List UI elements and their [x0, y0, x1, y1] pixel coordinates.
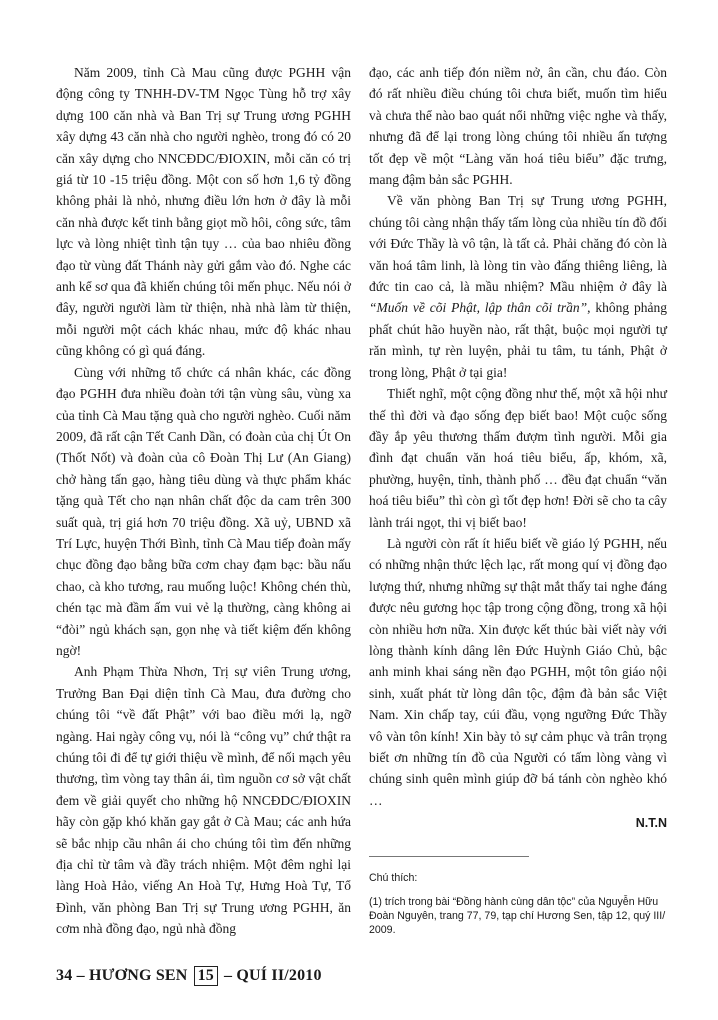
paragraph-6: Là người còn rất ít hiểu biết về giáo lý PGHH, nếu có những nhận thức lệch lạc, rất mong quí vị đồng đạo lượng thứ, nhưng những sự thật mắt thấy tai nghe đáng được nêu gương học tập trong cộng đồng, trong xã hội còn nhiều hơn nữa. Xin được kết thúc bài viết này với lòng thành kính dâng lên Đức Huỳnh Giáo Chủ, bậc anh minh khai sáng nền đạo PGHH, một tôn giáo nội sinh, xuất phát từ lòng dân tộc, đậm đà bản sắc Việt Nam. Xin chấp tay, cúi đầu, vọng ngưỡng Đức Thầy vô vàn tôn kính! Xin bày tỏ sự cảm phục và trân trọng biết ơn những tín đồ của Người có tấm lòng vàng vì chúng sinh quên mình giúp đỡ bá tánh còn nghèo khó …: [369, 535, 667, 808]
page-footer: [56, 966, 322, 986]
paragraph-3: Anh Phạm Thừa Nhơn, Trị sự viên Trung ương, Trưởng Ban Đại diện tỉnh Cà Mau, đưa đường cho chúng tôi “về đất Phật” với bao điều mới lạ, ngỡ ngàng. Hai ngày công vụ, nói là “công vụ” chứ thật ra chúng tôi đi để tự giới thiệu về mình, để nối mạch yêu thương, tìm vòng tay thân ái, tìm nguồn cơ sở vật chất đem về giải quyết cho những hộ NNCĐDC/ĐIOXIN hãy còn gặp khó khăn gay gắt ở Cà Mau; các anh hứa sẽ bắc nhịp cầu nhân ái cho chúng tôi tìm đến những địa chỉ từ tâm và đầy trách nhiệm. Một đêm nghỉ lại làng Hoà Hảo, viếng An Hoà Tự, Hưng Hoà Tự, Tổ Đình, văn phòng Ban Trị sự Trung ương PGHH, ăn cơm nhà đồng đạo, ngủ nhà đồng: [56, 664, 351, 937]
author-signature: N.T.N: [635, 816, 667, 831]
right-column: [369, 62, 667, 937]
footer-page-label: 34 – HƯƠNG SEN: [56, 967, 188, 984]
footnotes-title: Chú thích:: [369, 872, 418, 885]
left-column: [56, 62, 351, 940]
footer-period: – QUÍ II/2010: [223, 967, 322, 984]
paragraph-3-continued: đạo, các anh tiếp đón niềm nở, ân cần, chu đáo. Còn đó rất nhiều điều chúng tôi chưa biết, muốn tìm hiểu và chưa thể nào bao quát nổi những việc nghe và thấy, nhưng đã để lại trong lòng chúng tôi nhiều ấn tượng tốt đẹp về một “Làng văn hoá tiêu biểu” đặc trưng, mang đậm bản sắc PGHH.: [369, 65, 667, 188]
paragraph-5: Thiết nghĩ, một cộng đồng như thế, một xã hội như thế thì đời và đạo sống đẹp biết bao! Một cuộc sống đầy ắp yêu thương thấm đượm tình người. Mỗi gia đình đạt chuẩn văn hoá tiêu biểu, ấp, khóm, xã, phường, huyện, tỉnh, thành phố … đều đạt chuẩn “văn hoá tiêu biểu” thì còn gì tốt đẹp hơn! Đời sẽ cho ta cây lành trái ngọt, thi vị biết bao!: [369, 386, 667, 530]
footnote-item: (1) trích trong bài “Đồng hành cùng dân tộc” của Nguyễn Hữu Đoàn Nguyên, trang 77, 79, tạp chí Hương Sen, tập 12, quý III/ 2009.: [369, 896, 666, 937]
paragraph-1: Năm 2009, tỉnh Cà Mau cũng được PGHH vận động công ty TNHH-DV-TM Ngọc Tùng hỗ trợ xây dựng 100 căn nhà và Ban Trị sự Trung ương PGHH xây dựng 43 căn nhà cho người nghèo, trong đó có 20 căn xây dựng cho NNCĐDC/ĐIOXIN, mỗi căn có trị giá từ 10 -15 triệu đồng. Một con số hơn 1,6 tỷ đồng không phải là nhỏ, nhưng điều lớn hơn ở đây là mỗi căn nhà được kết tinh bằng giọt mồ hôi, công sức, tâm lực và lòng nhiệt tình tận tụy … của bao nhiêu đồng đạo từ vùng đất Thánh này gửi gắm vào đó. Nghe các anh kể sơ qua đã khiến chúng tôi mến phục. Nếu nói ở đây, người người làm từ thiện, nhà nhà làm từ thiện, mỗi người một cách khác nhau, mức độ khác nhau cũng không có gì quá đáng.: [56, 65, 351, 359]
footnotes: [369, 871, 667, 937]
quote-motto: “Muốn về cõi Phật, lập thân cõi trần”: [369, 300, 588, 316]
paragraph-2: Cùng với những tổ chức cá nhân khác, các đồng đạo PGHH đưa nhiều đoàn tới tận vùng sâu, vùng xa của tỉnh Cà Mau tặng quà cho người nghèo. Cuối năm 2009, đã rất cận Tết Canh Dần, có đoàn của chị Út On (Thốt Nốt) và đoàn của cô Đoàn Thị Lư (An Giang) chở hàng tấn gạo, hàng tiêu dùng và thực phẩm khác tặng quà Tết cho nạn nhân chất độc da cam trên 300 suất quà, trị giá hơn 70 triệu đồng. Xã uỷ, UBND xã Trí Lực, huyện Thới Bình, tỉnh Cà Mau tiếp đoàn mấy chục đồng đạo bằng bữa cơm chay đạm bạc: bầu nấu chao, cà kho tương, rau muống luộc! Không chén thù, chén tạc mà đầm ấm vui vẻ lạ thường, càng không ai “đòi” ngủ khách sạn, gọn nhẹ và tiết kiệm đến không ngờ!: [56, 364, 351, 658]
notes-divider: [369, 856, 529, 857]
footer-issue-number: 15: [194, 966, 218, 986]
paragraph-4: [369, 190, 667, 383]
paragraph-4-text-after: , không phảng phất chút hão huyền nào, rất thật, buộc mọi người tự răn mình, tự rèn luyện, phải tu tâm, tu tánh, Phật ở trong lòng, Phật ở tại gia!: [369, 300, 667, 380]
paragraph-4-text-before: Về văn phòng Ban Trị sự Trung ương PGHH, chúng tôi càng nhận thấy tấm lòng của nhiều tín đồ đối với Đức Thầy là vô tận, là tất cả. Phải chăng đó còn là văn hoá tâm linh, là lòng tin vào đấng thiêng liêng, là đức tin cao cả, là mầu nhiệm? Mầu nhiệm ở đây là: [369, 193, 667, 295]
